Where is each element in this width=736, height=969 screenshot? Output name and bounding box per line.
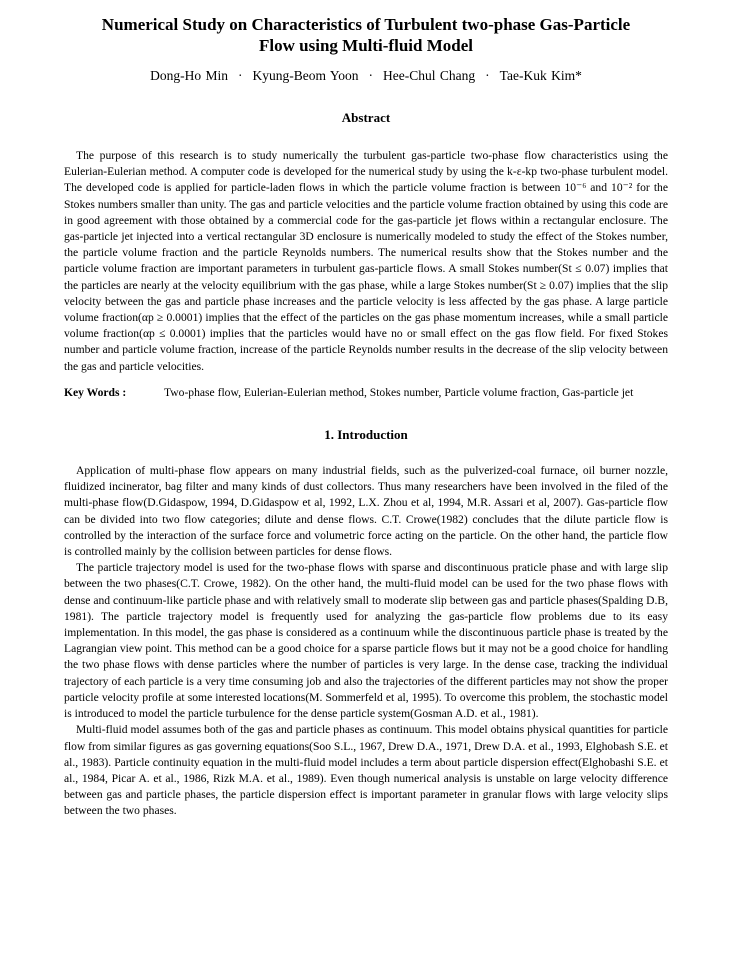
keywords-text: Two-phase flow, Eulerian-Eulerian method, Stokes number, Particle volume fraction, Gas-particle jet <box>164 385 634 399</box>
intro-paragraph: Application of multi-phase flow appears on many industrial fields, such as the pulverized-coal furnace, oil burner nozzle, fluidized incinerator, bag filter and many kinds of dust collectors. Thus many researchers have been involved in the filed of the multi-phase flow(D.Gidaspow, 1994, D.Gidaspow et al, 1992, L.X. Zhou et al, 1994, M.R. Assari et al, 2007). Gas-particle flow can be divided into two flow categories; dilute and dense flows. C.T. Crowe(1982) concludes that the dilute particle flow is controlled by the interaction of the surface force and volumetric force acting on the particle. On the other hand, the particle flow is controlled mainly by the collision between particles for dense flows. <box>64 464 668 559</box>
intro-paragraph: Multi-fluid model assumes both of the gas and particle phases as continuum. This model obtains physical quantities for particle flow from similar figures as gas governing equations(Soo S.L., 1967, Drew D.A., 1971, Drew D.A. et al., 1993, Elghobash S.E. et al., 1983). Particle continuity equation in the multi-fluid model includes a term about particle dispersion effect(Elghobashi S.E. et al., 1984, Picar A. et al., 1986, Rizk M.A. et al., 1989). Even though numerical analysis is unstable on large velocity difference between gas and particle phases, the particle dispersion effect is important parameter in granular flows with large velocity slips between the two phases. <box>64 723 668 818</box>
title-line-2: Flow using Multi-fluid Model <box>259 36 473 55</box>
author-separator: · <box>368 68 374 83</box>
intro-paragraph: The particle trajectory model is used for the two-phase flows with sparse and discontinuous praticle phase and with large slip between the two phases(C.T. Crowe, 1982). On the other hand, the multi-fluid model can be used for the two phase flows with dense and continuum-like particle phase and with relatively small to moderate slip between gas and particle phases(Spalding D.B, 1981). The particle trajectory model is frequently used for analyzing the gas-particle flow problems due to its easy implementation. In this model, the gas phase is considered as a continuum while the discontinuous particle phase is treated by the Lagrangian view point. This method can be a good choice for a sparse particle flows but it may not be a good choice for handling the two phase flows with dense particles where the number of particles is very large. In the dense case, tracking the individual trajectory of each particle is a very time consuming job and also the trajectories of the different particles may not show the proper particle velocity profile at some interested locations(M. Sommerfeld et al, 1995). To overcome this problem, the stochastic model is introduced to model the particle turbulence for the dense particle system(Gosman A.D. et al., 1981). <box>64 561 668 721</box>
author-1: Dong-Ho Min <box>150 68 229 83</box>
author-4: Tae-Kuk Kim* <box>499 68 582 83</box>
abstract-heading: Abstract <box>341 110 391 125</box>
intro-heading: 1. Introduction <box>324 427 408 443</box>
paper-page <box>64 14 668 820</box>
author-2: Kyung-Beom Yoon <box>252 68 359 83</box>
abstract-text: The purpose of this research is to study numerically the turbulent gas-particle two-phase flow characteristics using the Eulerian-Eulerian method. A computer code is developed for the numerical study by using the k-ε-kp two-phase turbulent model. The developed code is applied for particle-laden flows in which the particle volume fraction is between 10⁻⁶ and 10⁻² for the Stokes numbers smaller than unity. The gas and particle velocities and the particle volume fraction obtained by using this code are in good agreement with those obtained by a commercial code for the gas-particle jet flows within a rectangular enclosure. The gas-particle jet injected into a vertical rectangular 3D enclosure is numerically modeled to study the effect of the Stokes number, the particle volume fraction and the particle Reynolds numbers. The numerical results show that the Stokes number and the particle volume fraction are important parameters in turbulent gas-particle flows. A small Stokes number(St ≤ 0.07) implies that the particles are nearly at the velocity equilibrium with the gas phase, while a large Stokes number(St ≥ 0.07) implies that the slip velocity between the gas and particle phase increases and the particle velocity is less affected by the gas phase. A large particle volume fraction(αp ≥ 0.0001) implies that the effect of the particles on the gas phase momentum increases, while a small particle volume fraction(αp ≤ 0.0001) implies that the particles would have no or small effect on the gas flow field. For fixed Stokes number and particle volume fraction, increase of the particle Reynolds number results in the decrease of the slip velocity between the gas and particle velocities. <box>64 149 668 373</box>
keywords-label: Key Words : <box>64 385 127 399</box>
keywords-block <box>64 385 668 401</box>
author-3: Hee-Chul Chang <box>383 68 476 83</box>
author-separator: · <box>485 68 490 83</box>
intro-section <box>64 463 668 819</box>
paper-title <box>64 14 668 56</box>
author-list <box>64 68 668 84</box>
title-line-1: Numerical Study on Characteristics of Turbulent two-phase Gas-Particle <box>101 15 631 34</box>
author-separator: · <box>238 68 243 83</box>
